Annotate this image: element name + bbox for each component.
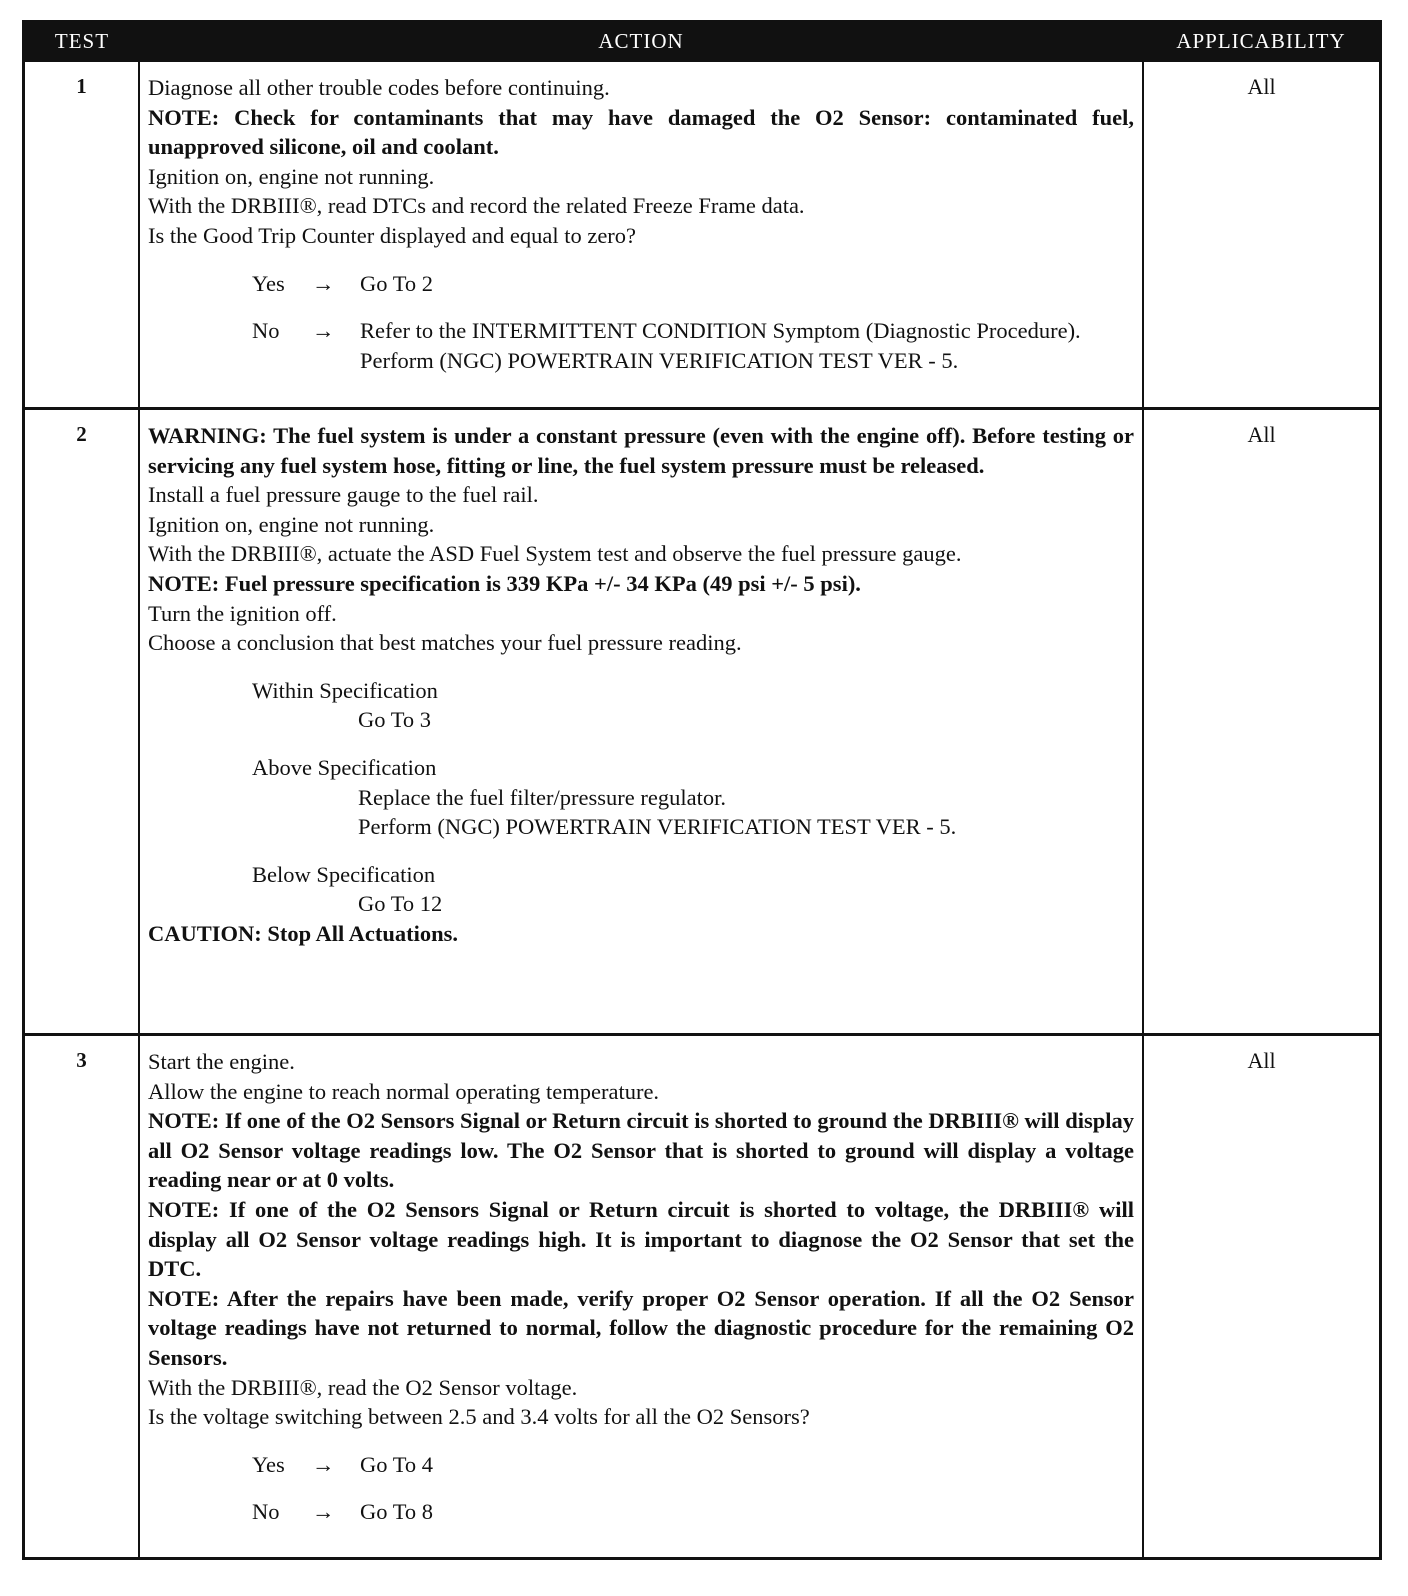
note-text: NOTE: If one of the O2 Sensors Signal or Return circuit is shorted to voltage, the DRBIII® will display all O2 Sensor voltage readings high. It is important to diagnose the O2 Sensor that set the DTC. <box>148 1196 1134 1282</box>
caution-text: CAUTION: Stop All Actuations. <box>148 920 459 946</box>
applicability-value: All <box>1247 74 1276 99</box>
note-text: NOTE: If one of the O2 Sensors Signal or Return circuit is shorted to ground the DRBIII® will display all O2 Sensor voltage readings low. The O2 Sensor that is shorted to ground will display a voltage reading near or at 0 volts. <box>148 1108 1134 1193</box>
instruction-text: Allow the engine to reach normal operating temperature. <box>148 1078 660 1104</box>
question-text: Choose a conclusion that best matches your fuel pressure reading. <box>148 630 742 656</box>
question-text: Is the voltage switching between 2.5 and 3.4 volts for all the O2 Sensors? <box>148 1404 810 1430</box>
instruction-text: With the DRBIII®, actuate the ASD Fuel System test and observe the fuel pressure gauge. <box>148 541 962 567</box>
no-branch <box>148 316 1134 375</box>
warning-text: WARNING: The fuel system is under a constant pressure (even with the engine off). Before testing or servicing any fuel system hose, fitting or line, the fuel system pressure must be released. <box>148 423 1134 478</box>
header-action: ACTION <box>139 22 1143 61</box>
right-arrow-icon: → <box>312 1451 335 1477</box>
instruction-text: With the DRBIII®, read DTCs and record the related Freeze Frame data. <box>148 193 805 219</box>
conclusion-below <box>148 860 1134 919</box>
conclusion-within <box>148 676 1134 735</box>
conclusion-label: Within Specification <box>252 677 438 703</box>
note-text: NOTE: Check for contaminants that may have damaged the O2 Sensor: contaminated fuel, unapproved silicone, oil and coolant. <box>148 104 1134 160</box>
no-branch <box>148 1497 1134 1527</box>
no-label: No <box>252 1499 280 1525</box>
test-number: 1 <box>76 74 87 98</box>
instruction-text: Install a fuel pressure gauge to the fuel rail. <box>148 482 539 508</box>
goto-link[interactable]: Go To 12 <box>358 891 443 917</box>
table-row <box>24 1035 1381 1559</box>
test-number: 3 <box>76 1048 87 1072</box>
yes-branch <box>148 1450 1134 1480</box>
right-arrow-icon: → <box>312 318 335 344</box>
note-text: NOTE: Fuel pressure specification is 339 KPa +/- 34 KPa (49 psi +/- 5 psi). <box>148 570 861 596</box>
header-applicability: APPLICABILITY <box>1143 22 1381 61</box>
test-number: 2 <box>76 422 87 446</box>
table-header-row <box>24 22 1381 61</box>
yes-label: Yes <box>252 1451 285 1477</box>
yes-label: Yes <box>252 270 285 296</box>
perform-test-link[interactable]: Perform (NGC) POWERTRAIN VERIFICATION TEST VER - 5. <box>358 814 957 840</box>
action-cell <box>140 410 1142 955</box>
conclusion-label: Above Specification <box>252 754 437 780</box>
conclusion-above <box>148 753 1134 842</box>
header-test: TEST <box>24 22 140 61</box>
goto-link[interactable]: Go To 8 <box>360 1499 434 1525</box>
refer-link[interactable]: Refer to the INTERMITTENT CONDITION Symptom (Diagnostic Procedure). <box>360 318 1081 344</box>
applicability-value: All <box>1247 1048 1276 1073</box>
action-cell <box>140 62 1142 381</box>
goto-link[interactable]: Go To 4 <box>360 1451 434 1477</box>
right-arrow-icon: → <box>312 1499 335 1525</box>
action-cell <box>140 1036 1142 1533</box>
table-row <box>24 409 1381 1035</box>
diagnostic-test-table <box>22 20 1382 1560</box>
right-arrow-icon: → <box>312 270 335 296</box>
instruction-text: Diagnose all other trouble codes before continuing. <box>148 75 610 100</box>
goto-link[interactable]: Go To 3 <box>358 707 432 733</box>
instruction-text: Ignition on, engine not running. <box>148 511 435 537</box>
instruction-text: With the DRBIII®, read the O2 Sensor voltage. <box>148 1374 578 1400</box>
conclusion-label: Below Specification <box>252 861 436 887</box>
instruction-text: Ignition on, engine not running. <box>148 163 435 189</box>
note-text: NOTE: After the repairs have been made, verify proper O2 Sensor operation. If all the O2 Sensor voltage readings have not returned to normal, follow the diagnostic procedure for the remaining O2 Sensors. <box>148 1285 1134 1370</box>
conclusion-result: Replace the fuel filter/pressure regulator. <box>358 784 726 810</box>
goto-link[interactable]: Go To 2 <box>360 270 434 296</box>
instruction-text: Start the engine. <box>148 1049 295 1074</box>
instruction-text: Turn the ignition off. <box>148 600 337 626</box>
question-text: Is the Good Trip Counter displayed and equal to zero? <box>148 222 637 248</box>
yes-branch <box>148 269 1134 299</box>
no-label: No <box>252 318 280 344</box>
table-row <box>24 61 1381 409</box>
applicability-value: All <box>1247 422 1276 447</box>
perform-test-link[interactable]: Perform (NGC) POWERTRAIN VERIFICATION TEST VER - 5. <box>360 347 959 373</box>
